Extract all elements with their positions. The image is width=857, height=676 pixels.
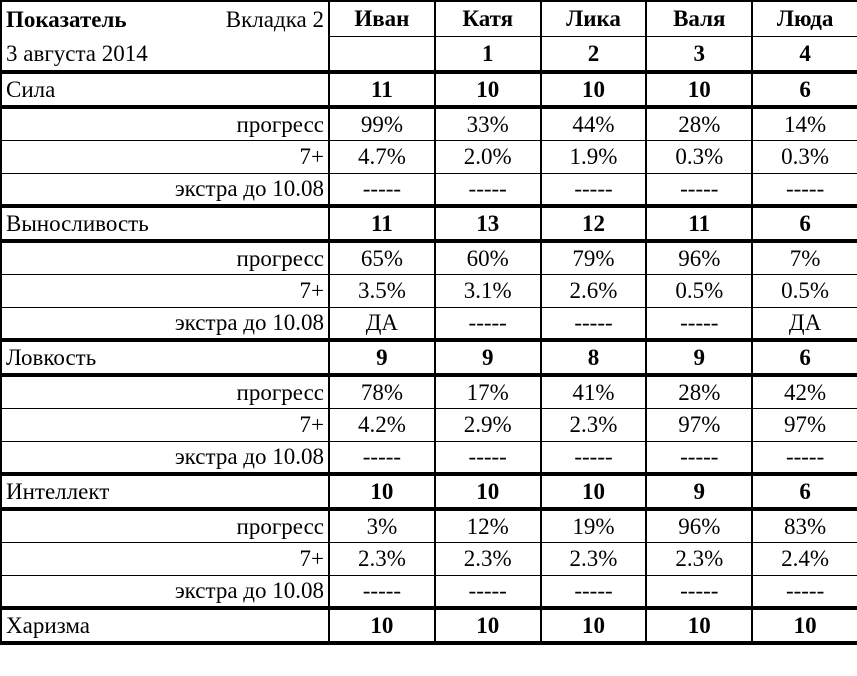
metric-value: ----- <box>329 441 435 474</box>
metric-value: ----- <box>435 173 541 206</box>
metric-label: экстра до 10.08 <box>1 575 329 608</box>
group-value: 12 <box>541 206 647 241</box>
group-value: 10 <box>541 72 647 107</box>
player-index: 1 <box>435 36 541 72</box>
group-row <box>1 72 857 107</box>
metric-value: 2.3% <box>435 542 541 575</box>
metric-row <box>1 140 857 173</box>
report-date: 3 августа 2014 <box>1 36 329 72</box>
metric-label: 7+ <box>1 274 329 307</box>
metric-value: 0.5% <box>646 274 752 307</box>
metric-row <box>1 107 857 140</box>
metric-value: 7% <box>752 241 857 274</box>
metric-label: 7+ <box>1 408 329 441</box>
group-name: Сила <box>1 72 329 107</box>
group-value: 9 <box>329 340 435 375</box>
metric-label: прогресс <box>1 509 329 542</box>
group-row <box>1 608 857 643</box>
metric-value: 2.6% <box>541 274 647 307</box>
group-name: Харизма <box>1 608 329 643</box>
stats-table-body <box>1 1 857 643</box>
group-value: 11 <box>329 206 435 241</box>
group-name: Выносливость <box>1 206 329 241</box>
metric-value: 2.3% <box>541 408 647 441</box>
group-value: 10 <box>435 72 541 107</box>
metric-row <box>1 509 857 542</box>
group-value: 9 <box>646 474 752 509</box>
metric-value: 97% <box>646 408 752 441</box>
metric-label: экстра до 10.08 <box>1 173 329 206</box>
group-value: 10 <box>435 474 541 509</box>
metric-label: экстра до 10.08 <box>1 307 329 340</box>
metric-row <box>1 575 857 608</box>
metric-value: ----- <box>752 441 857 474</box>
metric-value: ДА <box>329 307 435 340</box>
metric-value: 19% <box>541 509 647 542</box>
group-row <box>1 474 857 509</box>
group-name: Ловкость <box>1 340 329 375</box>
metric-value: 3% <box>329 509 435 542</box>
group-value: 6 <box>752 340 857 375</box>
metric-value: 28% <box>646 375 752 408</box>
group-value: 11 <box>646 206 752 241</box>
metric-value: 2.3% <box>646 542 752 575</box>
metric-value: 2.0% <box>435 140 541 173</box>
group-value: 9 <box>646 340 752 375</box>
metric-value: 2.9% <box>435 408 541 441</box>
metric-value: 2.3% <box>329 542 435 575</box>
metric-value: 12% <box>435 509 541 542</box>
metric-row <box>1 241 857 274</box>
player-name: Валя <box>646 1 752 36</box>
metric-value: ----- <box>435 307 541 340</box>
metric-label: прогресс <box>1 241 329 274</box>
header-row-names <box>1 1 857 36</box>
metric-value: ----- <box>329 575 435 608</box>
metric-value: 4.2% <box>329 408 435 441</box>
header-title-cell <box>1 1 329 36</box>
metric-value: ----- <box>646 575 752 608</box>
metric-label: 7+ <box>1 542 329 575</box>
metric-value: ДА <box>752 307 857 340</box>
metric-value: 14% <box>752 107 857 140</box>
player-name: Люда <box>752 1 857 36</box>
metric-row <box>1 173 857 206</box>
metric-value: ----- <box>541 575 647 608</box>
metric-value: 17% <box>435 375 541 408</box>
group-value: 8 <box>541 340 647 375</box>
metric-label: экстра до 10.08 <box>1 441 329 474</box>
metric-value: 97% <box>752 408 857 441</box>
tab-label: Вкладка 2 <box>225 6 324 32</box>
metric-value: ----- <box>541 307 647 340</box>
group-value: 10 <box>435 608 541 643</box>
metric-value: 65% <box>329 241 435 274</box>
metric-row <box>1 542 857 575</box>
metric-value: 79% <box>541 241 647 274</box>
metric-value: 0.3% <box>646 140 752 173</box>
group-name: Интеллект <box>1 474 329 509</box>
group-value: 10 <box>752 608 857 643</box>
metric-value: ----- <box>435 575 541 608</box>
player-name: Лика <box>541 1 647 36</box>
group-value: 9 <box>435 340 541 375</box>
metric-value: ----- <box>646 441 752 474</box>
metric-value: 0.3% <box>752 140 857 173</box>
metric-label: прогресс <box>1 107 329 140</box>
metric-value: ----- <box>646 307 752 340</box>
metric-value: 2.3% <box>541 542 647 575</box>
metric-value: 28% <box>646 107 752 140</box>
metric-value: 44% <box>541 107 647 140</box>
metric-value: 0.5% <box>752 274 857 307</box>
group-value: 13 <box>435 206 541 241</box>
group-value: 6 <box>752 474 857 509</box>
metric-value: 78% <box>329 375 435 408</box>
metric-value: ----- <box>752 173 857 206</box>
metric-value: 4.7% <box>329 140 435 173</box>
player-index: 2 <box>541 36 647 72</box>
header-row-indices <box>1 36 857 72</box>
group-value: 10 <box>646 72 752 107</box>
player-name: Иван <box>329 1 435 36</box>
metric-value: ----- <box>646 173 752 206</box>
metric-value: 96% <box>646 241 752 274</box>
group-value: 10 <box>646 608 752 643</box>
metric-value: 96% <box>646 509 752 542</box>
metric-value: 1.9% <box>541 140 647 173</box>
group-value: 10 <box>329 474 435 509</box>
metric-row <box>1 307 857 340</box>
group-value: 10 <box>541 474 647 509</box>
group-row <box>1 340 857 375</box>
metric-row <box>1 274 857 307</box>
metric-value: ----- <box>752 575 857 608</box>
metric-value: 99% <box>329 107 435 140</box>
metric-label: прогресс <box>1 375 329 408</box>
player-index: 3 <box>646 36 752 72</box>
group-value: 10 <box>541 608 647 643</box>
metric-value: ----- <box>541 441 647 474</box>
player-index: 4 <box>752 36 857 72</box>
metric-value: 41% <box>541 375 647 408</box>
metric-value: 3.1% <box>435 274 541 307</box>
group-row <box>1 206 857 241</box>
player-name: Катя <box>435 1 541 36</box>
group-value: 6 <box>752 206 857 241</box>
metric-label: 7+ <box>1 140 329 173</box>
player-index <box>329 36 435 72</box>
metric-value: 42% <box>752 375 857 408</box>
metric-row <box>1 408 857 441</box>
metric-value: 3.5% <box>329 274 435 307</box>
metric-value: 60% <box>435 241 541 274</box>
metric-value: ----- <box>329 173 435 206</box>
metric-value: 2.4% <box>752 542 857 575</box>
group-value: 11 <box>329 72 435 107</box>
group-value: 10 <box>329 608 435 643</box>
metric-row <box>1 441 857 474</box>
metric-value: 83% <box>752 509 857 542</box>
metric-row <box>1 375 857 408</box>
metric-value: 33% <box>435 107 541 140</box>
indicator-label: Показатель <box>6 6 127 32</box>
metric-value: ----- <box>435 441 541 474</box>
group-value: 6 <box>752 72 857 107</box>
metric-value: ----- <box>541 173 647 206</box>
